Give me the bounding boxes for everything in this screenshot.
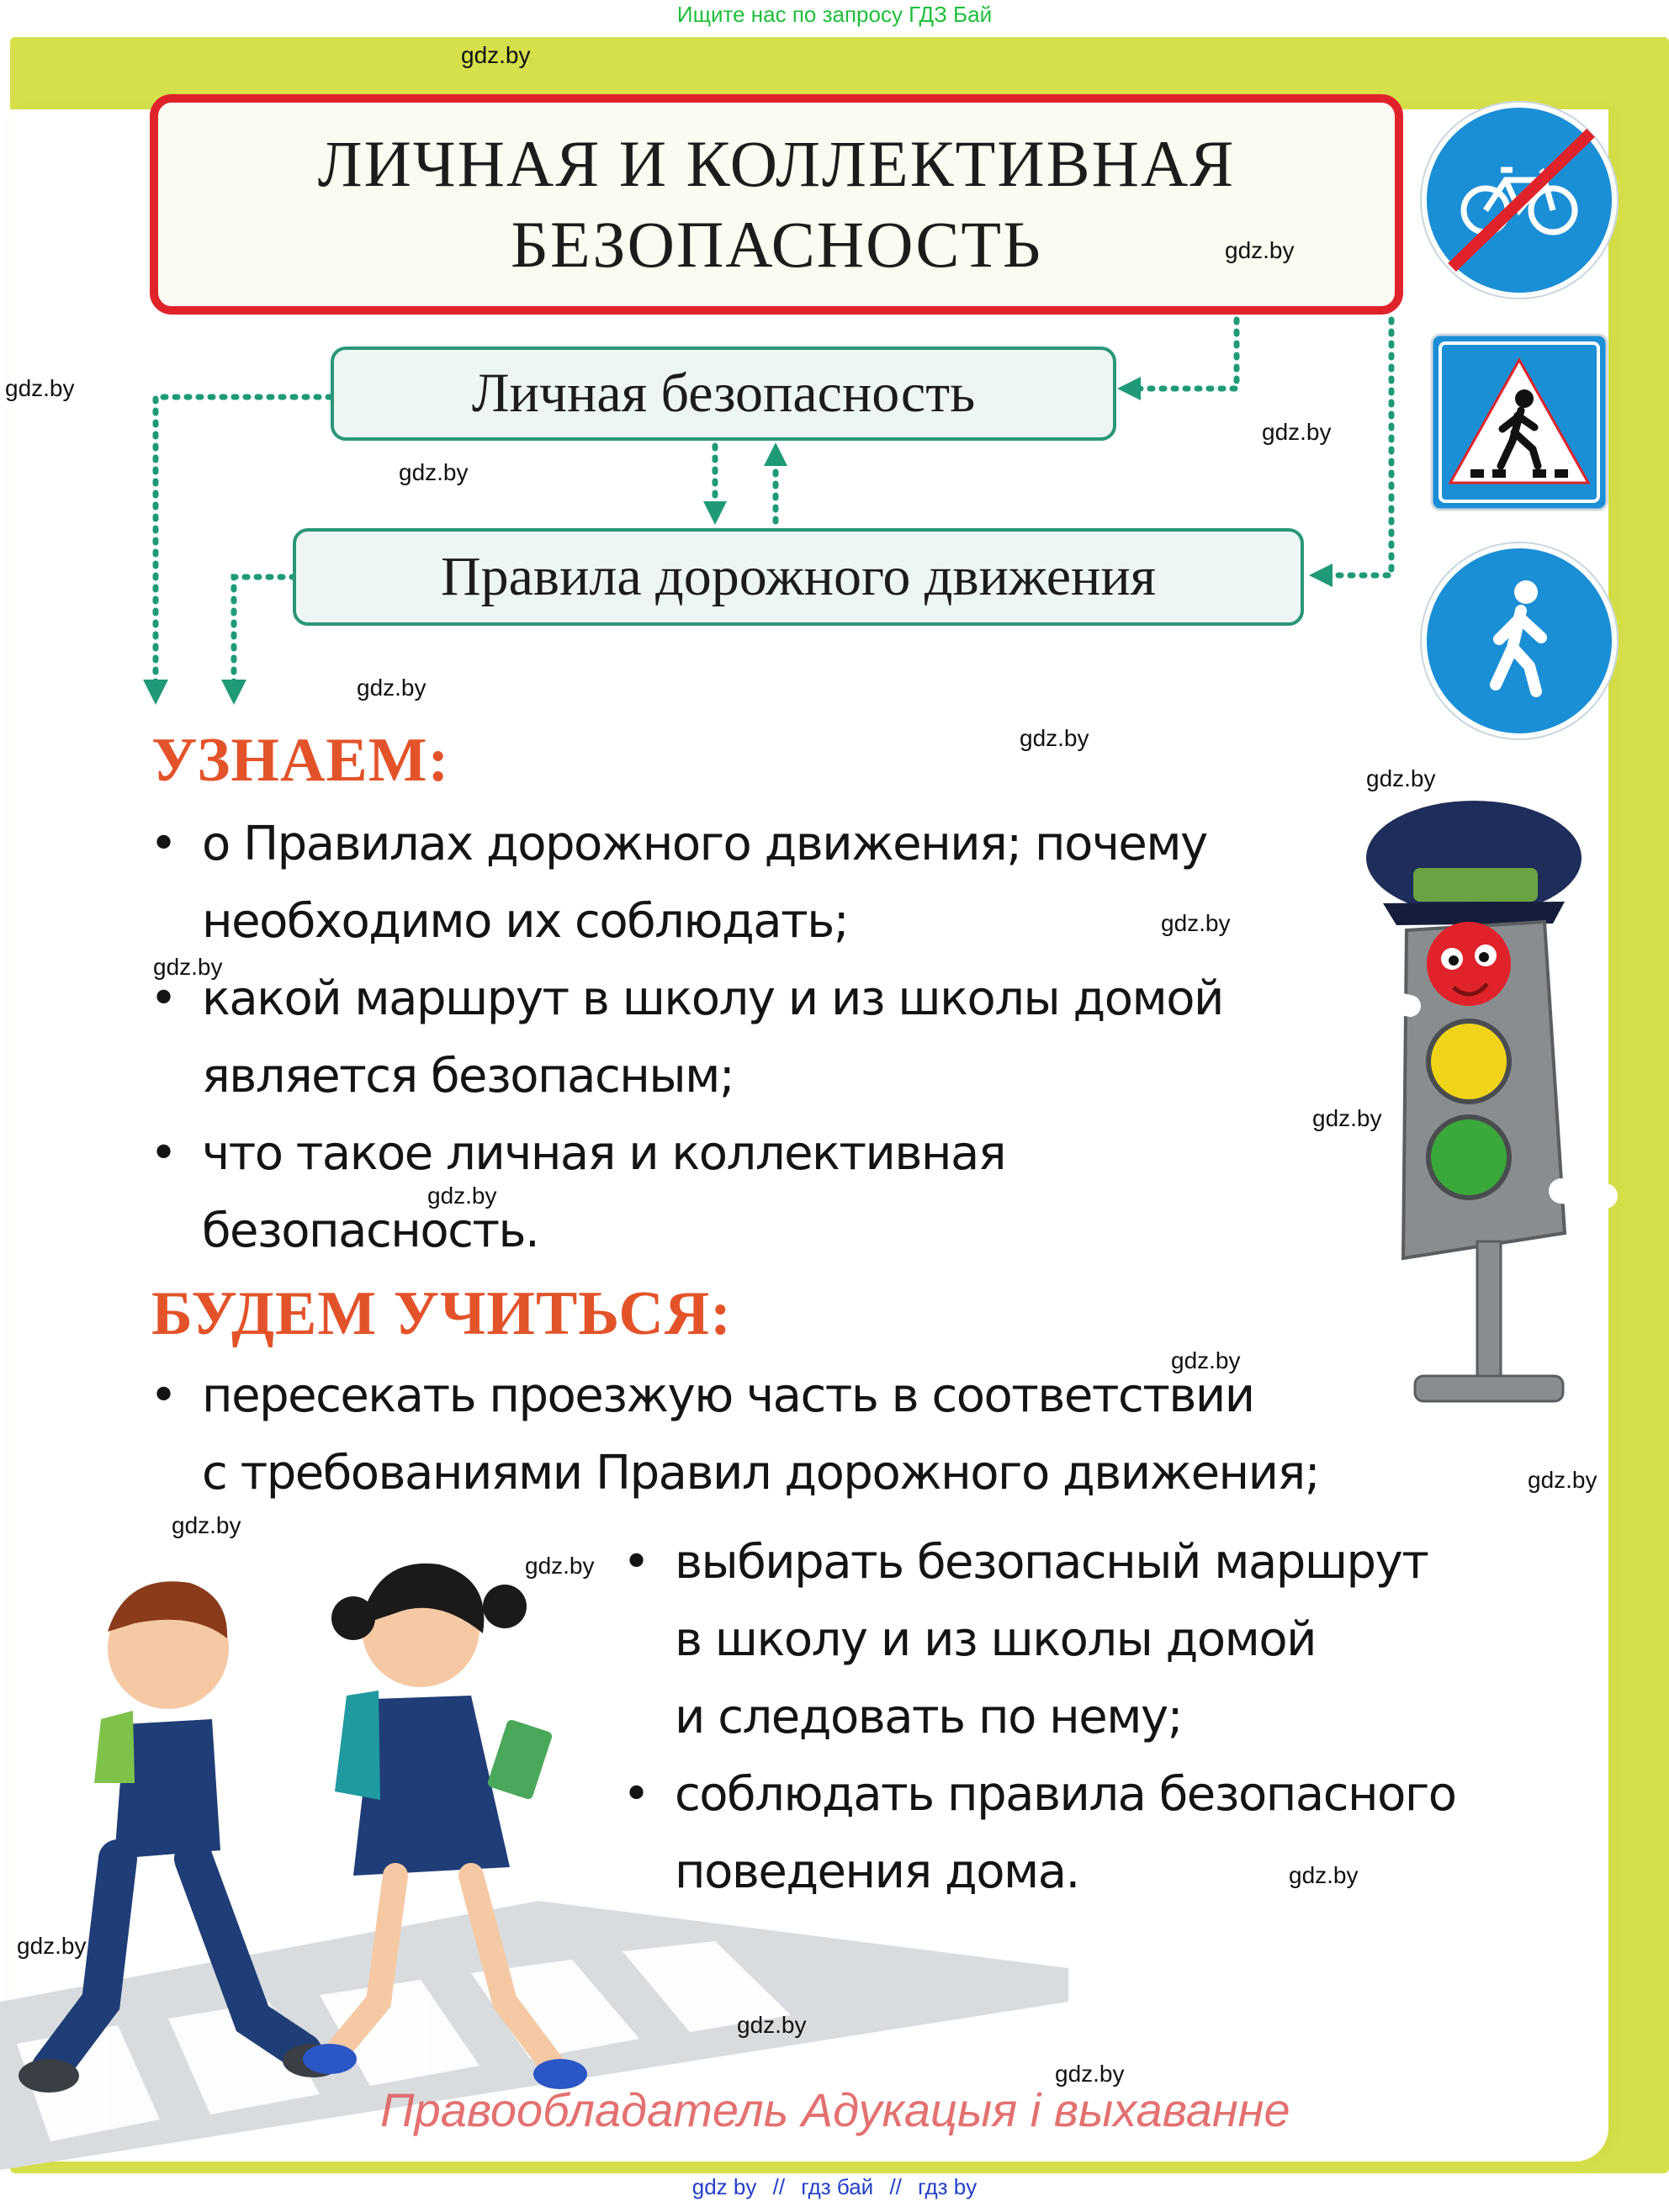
watermark: gdz.by xyxy=(399,459,469,485)
watermark: gdz.by xyxy=(737,2012,807,2038)
study-list-2 xyxy=(623,1524,1598,1911)
watermark: gdz.by xyxy=(357,675,427,701)
footer-separator: // xyxy=(772,2174,786,2199)
footer-links xyxy=(0,2174,1669,2200)
watermark: gdz.by xyxy=(525,1553,595,1579)
watermark: gdz.by xyxy=(17,1933,87,1959)
watermark: gdz.by xyxy=(427,1183,497,1209)
list-item: • что такое личная и коллективная безопасность. xyxy=(150,1115,1327,1270)
list-item: • пересекать проезжую часть в соответствии с требованиями Правил дорожного движения; xyxy=(150,1357,1462,1512)
footer-link-gdz-bai[interactable]: гдз бай xyxy=(801,2174,874,2199)
learn-heading: УЗНАЕМ: xyxy=(151,726,450,795)
watermark: gdz.by xyxy=(1528,1467,1597,1493)
watermark: gdz.by xyxy=(1171,1347,1241,1373)
title-line-2: БЕЗОПАСНОСТЬ xyxy=(511,208,1042,281)
list-item: • выбирать безопасный маршрут в школу и из школы домой и следовать по нему; xyxy=(623,1524,1598,1756)
list-item: • соблюдать правила безопасного поведения дома. xyxy=(623,1756,1598,1911)
copyright-notice: Правообладатель Адукацыя і выхаванне xyxy=(380,2083,1290,2136)
learn-list xyxy=(150,806,1327,1270)
watermark: gdz.by xyxy=(172,1512,241,1538)
footer-link-gdz-by[interactable]: gdz by xyxy=(691,2174,757,2199)
personal-safety-box: Личная безопасность xyxy=(331,347,1116,441)
watermark: gdz.by xyxy=(1020,725,1089,751)
watermark: gdz.by xyxy=(153,954,223,980)
pedestrian-path-sign-icon xyxy=(1418,540,1620,745)
traffic-rules-box: Правила дорожного движения xyxy=(293,528,1304,626)
study-list-1 xyxy=(150,1357,1462,1512)
watermark: gdz.by xyxy=(461,42,531,68)
list-item: • о Правилах дорожного движения; почему необходимо их соблюдать; xyxy=(150,806,1327,960)
watermark: gdz.by xyxy=(1225,237,1295,263)
watermark: gdz.by xyxy=(1055,2061,1125,2087)
watermark: gdz.by xyxy=(1289,1862,1359,1888)
title-line-1: ЛИЧНАЯ И КОЛЛЕКТИВНАЯ xyxy=(317,127,1236,200)
watermark: gdz.by xyxy=(1262,419,1332,445)
pedestrian-crossing-sign-icon xyxy=(1430,333,1608,515)
footer-separator: // xyxy=(889,2174,902,2199)
watermark: gdz.by xyxy=(1312,1105,1382,1131)
list-item: • какой маршрут в школу и из школы домой является безопасным; xyxy=(150,960,1327,1115)
study-heading: БУДЕМ УЧИТЬСЯ: xyxy=(151,1279,732,1348)
no-bicycles-sign-icon xyxy=(1418,99,1620,304)
page-title xyxy=(150,94,1403,315)
watermark: gdz.by xyxy=(1161,910,1231,936)
footer-link-gdz-by-2[interactable]: гдз by xyxy=(918,2174,978,2199)
watermark: gdz.by xyxy=(5,375,75,401)
watermark: gdz.by xyxy=(1366,765,1436,791)
top-note: Ищите нас по запросу ГДЗ Бай xyxy=(676,2,993,27)
